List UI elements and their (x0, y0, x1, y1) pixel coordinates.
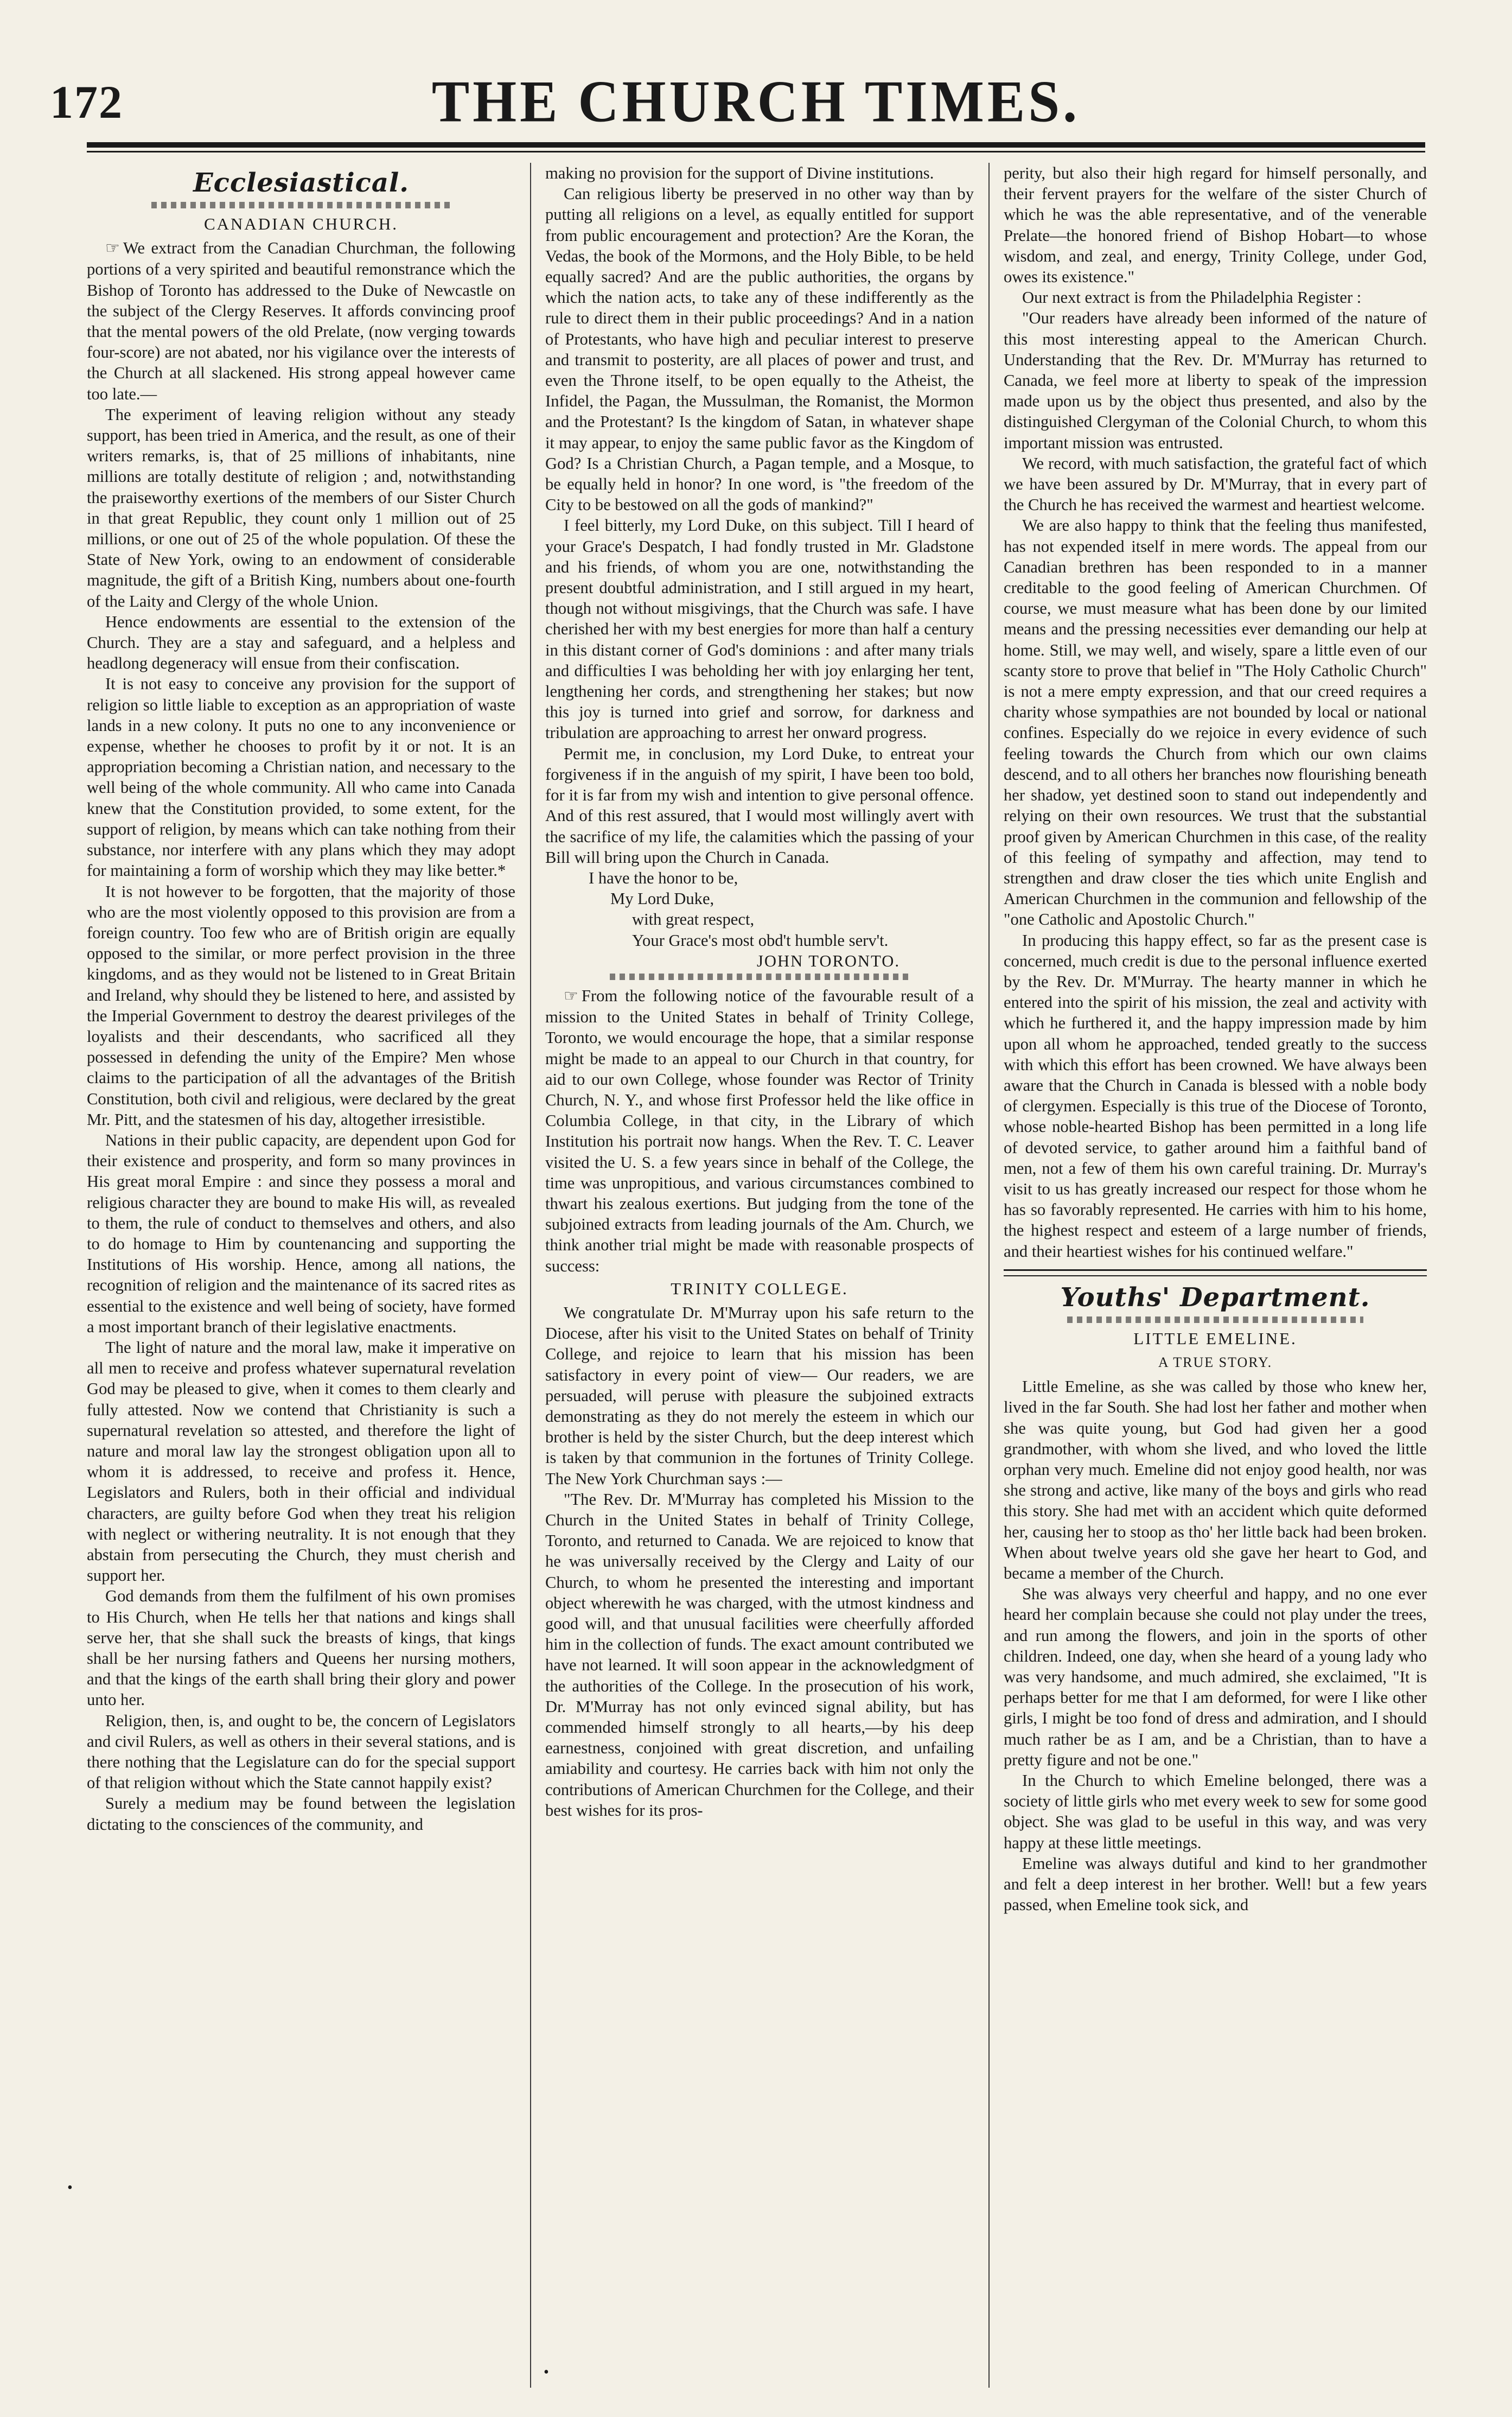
masthead-rule-thin (87, 151, 1425, 152)
section-rule (1004, 1275, 1427, 1276)
page-number: 172 (50, 76, 123, 128)
story-paragraph: She was always very cheerful and happy, and no one ever heard her complain because she could not play under the trees, and run among the flowers, and join in the sports of other children. Indeed, one day, when she heard of a young lady who was very handsome, and much admired, she exclaimed, "It is perhaps better for me that I am deformed, for were I like other girls, I might be too fond of dress and admiration, and I should much rather be as I am, and be a Christian, than to have a pretty figure and not be one." (1004, 1585, 1427, 1769)
article-paragraph: ☞ From the following notice of the favourable result of a mission to the United States in behalf of Trinity College, Toronto, we would encourage the hope, that a similar response might be made to an appeal to our Church in that country, for aid to our own College, whose founder was Rector of Trinity Church, N. Y., and whose first Professor held the like office in Columbia College, in that city, in the Library of which Institution his portrait now hangs. When the Rev. T. C. Leaver visited the U. S. a few years since in behalf of the College, the time was unpropitious, and various circumstances combined to thwart his zealous exertions. But judging from the tone of the subjoined extracts from leading journals of the Am. Church, we think another trial might be made with reasonable prospects of success: (545, 986, 974, 1275)
section-heading-ecclesiastical: Ecclesiastical. (193, 168, 409, 198)
story-paragraph: Little Emeline, as she was called by those who knew her, lived in the far South. She had lost her father and mother when she was quite young, but God had given her a good grandmother, with whom she lived, and who loved the little orphan very much. Emeline did not enjoy good health, nor was she strong and active, like many of the boys and girls who read this story. She had met with an accident which quite deformed her, causing her to stoop as tho' her little back had been broken. When about twelve years old she gave her heart to God, and became a member of the Church. (1004, 1377, 1427, 1582)
article-paragraph: Can religious liberty be preserved in no other way than by putting all religions on a level, as equally entitled for support from public encouragement and protection? Are the Koran, the Vedas, the book of the Mormons, and the Holy Bible, to be held equally sacred? And are the public authorities, the organs by which the nation acts, to take any of these indifferently as the rule to direct them in their public proceedings? And in a nation of Protestants, who have high and peculiar interest to preserve and transmit to posterity, are all places of power and trust, and even the Throne itself, to be open equally to the Atheist, the Infidel, the Pagan, the Mussulman, the Romanist, the Mormon and the Protestant? Is the kingdom of Satan, in whatever shape it may appear, to enjoy the same public favor as the Kingdom of God? Is a Christian Church, a Pagan temple, and a Mosque, to be equally held in honor? In one word, is "the freedom of the City to be bestowed on all the gods of mankind?" (545, 185, 974, 514)
story-title: LITTLE EMELINE. (1133, 1328, 1297, 1348)
column-divider-1 (530, 163, 531, 2388)
masthead-rule-thick (87, 142, 1425, 148)
article-paragraph: perity, but also their high regard for himself personally, and their fervent prayers for the welfare of the sister Church of which he was the able representative, and of the venerable Prelate—the honored friend of Bishop Hobart—to whose wisdom, and zeal, and energy, Trinity College, under God, owes its existence." (1004, 164, 1427, 287)
story-paragraph: In the Church to which Emeline belonged, there was a society of little girls who met every week to sew for some good object. She was glad to be useful in this way, and was very happy at these little meetings. (1004, 1771, 1427, 1852)
masthead-title: THE CHURCH TIMES. (431, 69, 1081, 135)
article-paragraph: Religion, then, is, and ought to be, the concern of Legislators and civil Rulers, as well as others in their several stations, and is there nothing that the Legislature can do for the special support of that religion without which the State cannot happily exist? (87, 1711, 515, 1792)
story-subtitle: A TRUE STORY. (1158, 1354, 1273, 1370)
article-paragraph: "Our readers have already been informed of the nature of this most interesting appeal to the American Church. Understanding that the Rev. Dr. M'Murray has returned to Canada, we feel more at liberty to speak of the impression made upon us by the object thus presented, and also by the distinguished Clergyman of the Colonial Church, to whom this important mission was entrusted. (1004, 309, 1427, 452)
letter-signature (545, 868, 974, 971)
article-paragraph: making no provision for the support of Divine institutions. (545, 164, 934, 182)
article-paragraph: Nations in their public capacity, are dependent upon God for their existence and prosperity, and form so many provinces in His great moral Empire : and since they possess a moral and religious character they are bound to make His will, as revealed to them, the rule of conduct to themselves and others, and also to do homage to Him by countenancing and supporting the Institutions of His worship. Hence, among all nations, the recognition of religion and the maintenance of its sacred rites as essential to the existence and well being of society, have formed a most important branch of their legislative enactments. (87, 1130, 515, 1336)
article-paragraph: In producing this happy effect, so far as the present case is concerned, much credit is due to the personal influence exerted by the Rev. Dr. M'Murray. The hearty manner in which he entered into the spirit of his mission, the zeal and activity with which he furthered it, and the happy impression made by him upon all whom he approached, tended greatly to the success with which this effort has been crowned. We have always been aware that the Church in Canada is blessed with a noble body of clergymen. Especially is this true of the Diocese of Toronto, whose noble-hearted Bishop has been permitted in a long life of devoted service, to gather around him a faithful band of men, not a few of them his own careful training. Dr. Murray's visit to us has greatly increased our respect for those whom he has so favorably represented. He carries with him to his home, the highest respect and esteem of a large number of friends, and their heartiest wishes for his continued welfare." (1004, 931, 1427, 1261)
ornamental-divider (610, 974, 910, 980)
article-paragraph: We congratulate Dr. M'Murray upon his safe return to the Diocese, after his visit to the United States on behalf of Trinity College, and rejoice to learn that his mission has been satisfactory in every point of view— Our readers, we are persuaded, will peruse with pleasure the subjoined extracts demonstrating as they do not merely the esteem in which our brother is held by the sister Church, but the deep interest which is taken by that communion in the fortunes of Trinity College. The New York Churchman says :— (545, 1303, 974, 1488)
article-paragraph: Hence endowments are essential to the extension of the Church. They are a stay and safeguard, and a helpless and headlong degeneracy will ensue from their confiscation. (87, 612, 515, 673)
section-heading-youths-department: Youths' Department. (1060, 1282, 1370, 1313)
article-heading-trinity-college: TRINITY COLLEGE. (671, 1279, 848, 1298)
story-paragraph: Emeline was always dutiful and kind to her grandmother and felt a deep interest in her brother. Well! but a few years passed, when Emeline took sick, and (1004, 1854, 1427, 1914)
article-paragraph: I feel bitterly, my Lord Duke, on this subject. Till I heard of your Grace's Despatch, I had fondly trusted in Mr. Gladstone and his friends, of whom you are one, notwithstanding the present doubtful administration, and I still argued in my heart, though not without misgivings, that the Church was safe. I have cherished her with my best energies for more than half a century in this distant corner of God's dominions : and after many trials and difficulties I was beholding her with joy enlarging her tent, lengthening her cords, and strengthening her stakes; but now this joy is turned into grief and sorrow, for darkness and tribulation are approaching to arrest her onward progress. (545, 516, 974, 742)
article-paragraph: We are also happy to think that the feeling thus manifested, has not expended itself in mere words. The appeal from our Canadian brethren has been responded to in a manner creditable to the good feeling of American Churchmen. Of course, we must measure what has been done by our limited means and the pressing necessities ever demanding our help at home. Still, we may well, and wisely, spare a little even of our scanty store to prove that belief in "The Holy Catholic Church" is not a mere empty expression, and that our creed requires a charity whose sympathies are not bounded by local or national confines. Especially do we rejoice in every evidence of such feeling towards the Church from which our own claims descend, and to all others her branches now flourishing beneath her shadow, yet destined soon to stand out independently and relying on their own resources. We trust that the substantial proof given by American Churchmen in this case, of the reality of this feeling of sympathy and affection, may tend to strengthen and draw closer the ties which unite English and American Churchmen in the communion and fellowship of the "one Catholic and Apostolic Church." (1004, 516, 1427, 929)
article-paragraph: God demands from them the fulfilment of his own promises to His Church, when He tells her that nations and kings shall serve her, that she shall suck the breasts of kings, that kings shall be her nursing fathers and Queens her nursing mothers, and that the kings of the earth shall bring their glory and power unto her. (87, 1587, 515, 1709)
signature-line: My Lord Duke, (610, 889, 714, 908)
signature-line: Your Grace's most obd't humble serv't. (632, 931, 889, 950)
article-paragraph: Surely a medium may be found between the legislation dictating to the consciences of the community, and (87, 1794, 515, 1834)
article-paragraph: "The Rev. Dr. M'Murray has completed his Mission to the Church in the United States in behalf of Trinity College, Toronto, and returned to Canada. We are rejoiced to know that he was universally received by the Clergy and Laity of our Church, to whom he presented the interesting and important object wherewith he was charged, with the utmost kindness and good will, and that unusual facilities were cheerfully afforded him in the collection of funds. The exact amount contributed we have not learned. It will soon appear in the acknowledgment of the authorities of the College. In the prosecution of his work, Dr. M'Murray has not only evinced signal ability, but has commended himself strongly to all hearts,—by his deep earnestness, conjoined with great discretion, and unfailing amiability and courtesy. He carries back with him not only the contributions of American Churchmen for the College, and their best wishes for its pros- (545, 1490, 974, 1820)
article-heading-canadian-church: CANADIAN CHURCH. (203, 214, 398, 233)
pointing-hand-icon: ☞ (105, 239, 120, 258)
article-paragraph: It is not easy to conceive any provision for the support of religion so little liable to exception as an appropriation of waste lands in a new colony. It puts no one to any inconvenience or expense, whether he chooses to profit by it or not. It is an appropriation becoming a Christian nation, and necessary to the well being of the whole community. All who came into Canada knew that the Constitution provided, to some extent, for the support of religion, by means which can take nothing from their substance, nor interfere with any plans which they may adopt for maintaining a form of worship which they may like better.* (87, 675, 515, 880)
ornamental-divider (151, 202, 451, 208)
column-1 (87, 163, 515, 2388)
ornamental-divider (1067, 1316, 1363, 1323)
article-paragraph: The light of nature and the moral law, make it imperative on all men to receive and profess whatever supernatural revelation God may be pleased to give, when it comes to them clearly and fully attested. Now we contend that Christianity is such a supernatural revelation so attested, and therefore the light of nature and moral law lay the strongest obligation upon all to whom it is addressed, to receive and profess it. Hence, Legislators and Rulers, both in their official and individual characters, are guilty before God when they treat his religion with neglect or withering neutrality. It is not enough that they abstain from persecuting the Church, they must cherish and support her. (87, 1338, 515, 1585)
article-paragraph: It is not however to be forgotten, that the majority of those who are the most violently opposed to this provision are from a foreign country. Too few who are of British origin are equally opposed to the similar, or more perfect provision in the three kingdoms, and as they would not be listened to in Great Britain and Ireland, why should they be listened to here, and assisted by the Imperial Government to destroy the dearest privileges of the loyalists and their descendants, who sacrificed all they possessed in defending the unity of the Empire? Men whose claims to the participation of all the advantages of the British Constitution, both civil and religious, were declared by the great Mr. Pitt, and the statesmen of his day, altogether irresistible. (87, 882, 515, 1129)
column-2 (545, 163, 974, 2388)
article-paragraph: The experiment of leaving religion without any steady support, has been tried in America, and the result, as one of their writers remarks, is, that of 25 millions of inhabitants, nine millions are totally destitute of religion ; and, notwithstanding the praiseworthy exertions of the members of our Sister Church in that great Republic, they count only 1 million out of 25 millions, or one out of 25 of the whole population. Of these the State of New York, owing to an endowment of considerable magnitude, the gift of a British King, numbers about one-fourth of the Laity and Clergy of the whole Union. (87, 405, 515, 610)
signature-name: JOHN TORONTO. (757, 951, 900, 970)
article-paragraph: Our next extract is from the Philadelphia Register : (1022, 288, 1362, 307)
margin-mark: • (67, 2179, 73, 2196)
signature-line: I have the honor to be, (589, 868, 738, 887)
article-paragraph: ☞ We extract from the Canadian Churchman, the following portions of a very spirited and beautiful remonstrance which the Bishop of Toronto has addressed to the Duke of Newcastle on the subject of the Clergy Reserves. It affords convincing proof that the mental powers of the old Prelate, (now verging towards four-score) are not abated, nor his vigilance over the interests of the Church at all slackened. His strong appeal however came too late.— (87, 239, 515, 403)
column-3 (1004, 163, 1427, 2388)
margin-mark: • (544, 2364, 549, 2381)
article-paragraph: Permit me, in conclusion, my Lord Duke, to entreat your forgiveness if in the anguish of my spirit, I have been too bold, for it is far from my wish and intention to give personal offence. And of this rest assured, that I would most willingly avert with the sacrifice of my life, the calamities which the passing of your Bill will bring upon the Church in Canada. (545, 744, 974, 867)
article-paragraph: We record, with much satisfaction, the grateful fact of which we have been assured by Dr. M'Murray, that in every part of the Church he has received the warmest and heartiest welcome. (1004, 454, 1427, 514)
pointing-hand-icon: ☞ (564, 987, 578, 1005)
section-rule (1004, 1269, 1427, 1271)
signature-line: with great respect, (632, 910, 755, 929)
column-divider-2 (988, 163, 990, 2388)
